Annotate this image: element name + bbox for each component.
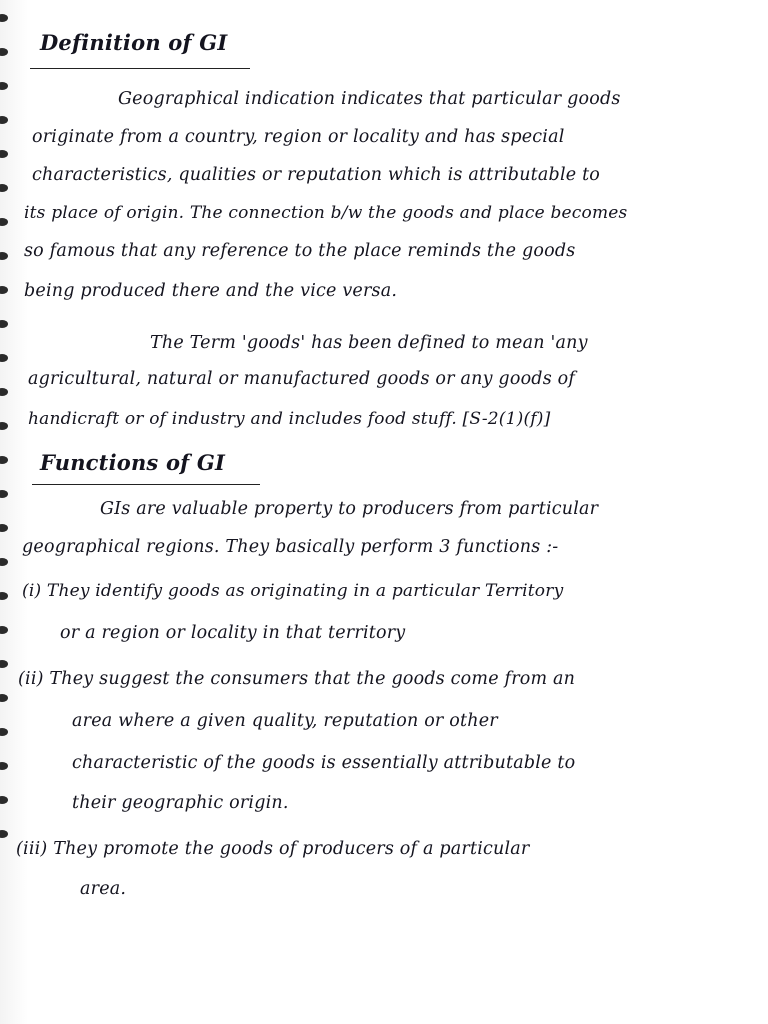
list-item: area where a given quality, reputation or other (72, 711, 498, 731)
binding-hole (0, 558, 8, 566)
text-line: The Term 'goods' has been defined to mean 'any (150, 333, 588, 353)
text-line: agricultural, natural or manufactured goods or any goods of (28, 369, 576, 389)
text-line: originate from a country, region or locality and has special (32, 127, 565, 147)
binding-hole (0, 320, 8, 328)
list-item: (ii) They suggest the consumers that the goods come from an (18, 669, 576, 689)
binding-hole (0, 48, 8, 56)
text-line: being produced there and the vice versa. (24, 281, 398, 301)
heading-underline (32, 484, 260, 485)
binding-hole (0, 660, 8, 668)
binding-hole (0, 116, 8, 124)
text-line: Geographical indication indicates that particular goods (118, 89, 621, 109)
binding-hole (0, 286, 8, 294)
binding-hole (0, 592, 8, 600)
binding-hole (0, 354, 8, 362)
binding-hole (0, 796, 8, 804)
heading-underline (30, 68, 250, 69)
binding-hole (0, 388, 8, 396)
list-item: (i) They identify goods as originating in a particular Territory (22, 581, 564, 601)
list-item: or a region or locality in that territory (60, 623, 406, 643)
spiral-binding (0, 0, 18, 1024)
binding-hole (0, 762, 8, 770)
text-line: geographical regions. They basically perform 3 functions :- (22, 537, 559, 557)
list-item: characteristic of the goods is essentially attributable to (72, 753, 576, 773)
heading-definition: Definition of GI (40, 30, 228, 55)
text-line: GIs are valuable property to producers from particular (100, 499, 599, 519)
binding-hole (0, 490, 8, 498)
text-line: characteristics, qualities or reputation which is attributable to (32, 165, 601, 185)
binding-hole (0, 524, 8, 532)
text-line: handicraft or of industry and includes food stuff. [S-2(1)(f)] (28, 409, 551, 429)
heading-functions: Functions of GI (40, 450, 226, 475)
binding-hole (0, 82, 8, 90)
list-item: (iii) They promote the goods of producers of a particular (16, 839, 530, 859)
list-item: area. (80, 879, 127, 899)
binding-hole (0, 252, 8, 260)
binding-hole (0, 456, 8, 464)
binding-hole (0, 422, 8, 430)
binding-hole (0, 218, 8, 226)
binding-hole (0, 728, 8, 736)
text-line: its place of origin. The connection b/w the goods and place becomes (24, 203, 628, 223)
text-line: so famous that any reference to the place reminds the goods (24, 241, 576, 261)
binding-hole (0, 830, 8, 838)
binding-hole (0, 184, 8, 192)
binding-hole (0, 14, 8, 22)
binding-hole (0, 150, 8, 158)
binding-hole (0, 626, 8, 634)
binding-hole (0, 694, 8, 702)
list-item: their geographic origin. (72, 793, 289, 813)
